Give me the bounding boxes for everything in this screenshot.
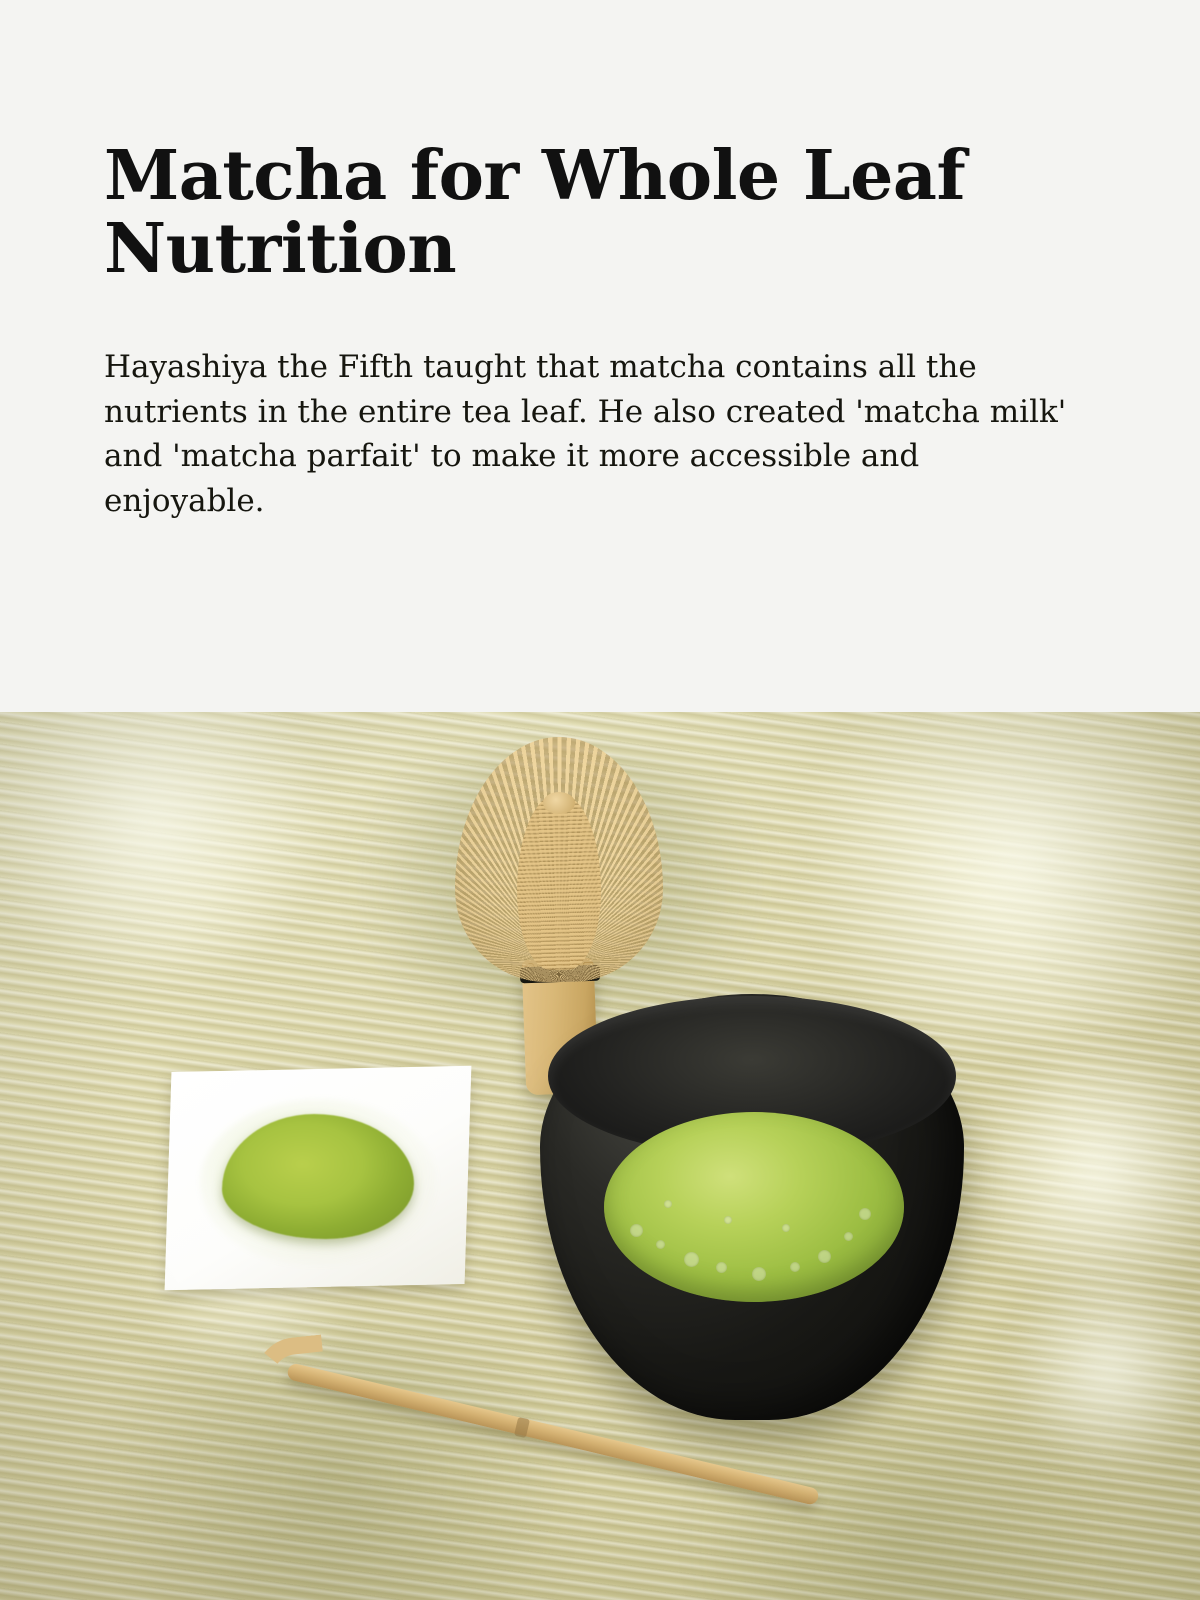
matcha-tea-surface — [604, 1112, 904, 1302]
whisk-knot — [543, 792, 575, 814]
foam-bubble — [818, 1250, 831, 1263]
foam-bubble — [664, 1200, 672, 1208]
foam-bubble — [859, 1208, 871, 1220]
article-text-block — [0, 0, 1200, 712]
bamboo-whisk — [455, 737, 663, 982]
whisk-inner-tines — [517, 795, 601, 970]
foam-bubble — [724, 1216, 732, 1224]
bamboo-scoop — [248, 1334, 848, 1524]
foam-bubble — [844, 1232, 853, 1241]
foam-bubble — [782, 1224, 790, 1232]
foam-bubble — [684, 1252, 699, 1267]
article-photo — [0, 712, 1200, 1600]
foam-bubble — [656, 1240, 665, 1249]
foam-bubble — [752, 1267, 766, 1281]
page-title: Matcha for Whole Leaf Nutrition — [104, 136, 966, 290]
article-body: Hayashiya the Fifth taught that matcha contains all the nutrients in the entire tea leaf. He also created 'matcha milk' and 'matcha parfait' to make it more accessible and enjoyable. — [104, 348, 1067, 519]
foam-bubble — [790, 1262, 800, 1272]
scoop-bowl-tip — [250, 1334, 328, 1412]
foam-bubble — [630, 1224, 643, 1237]
foam-bubble — [716, 1262, 727, 1273]
scoop-handle — [286, 1362, 820, 1506]
